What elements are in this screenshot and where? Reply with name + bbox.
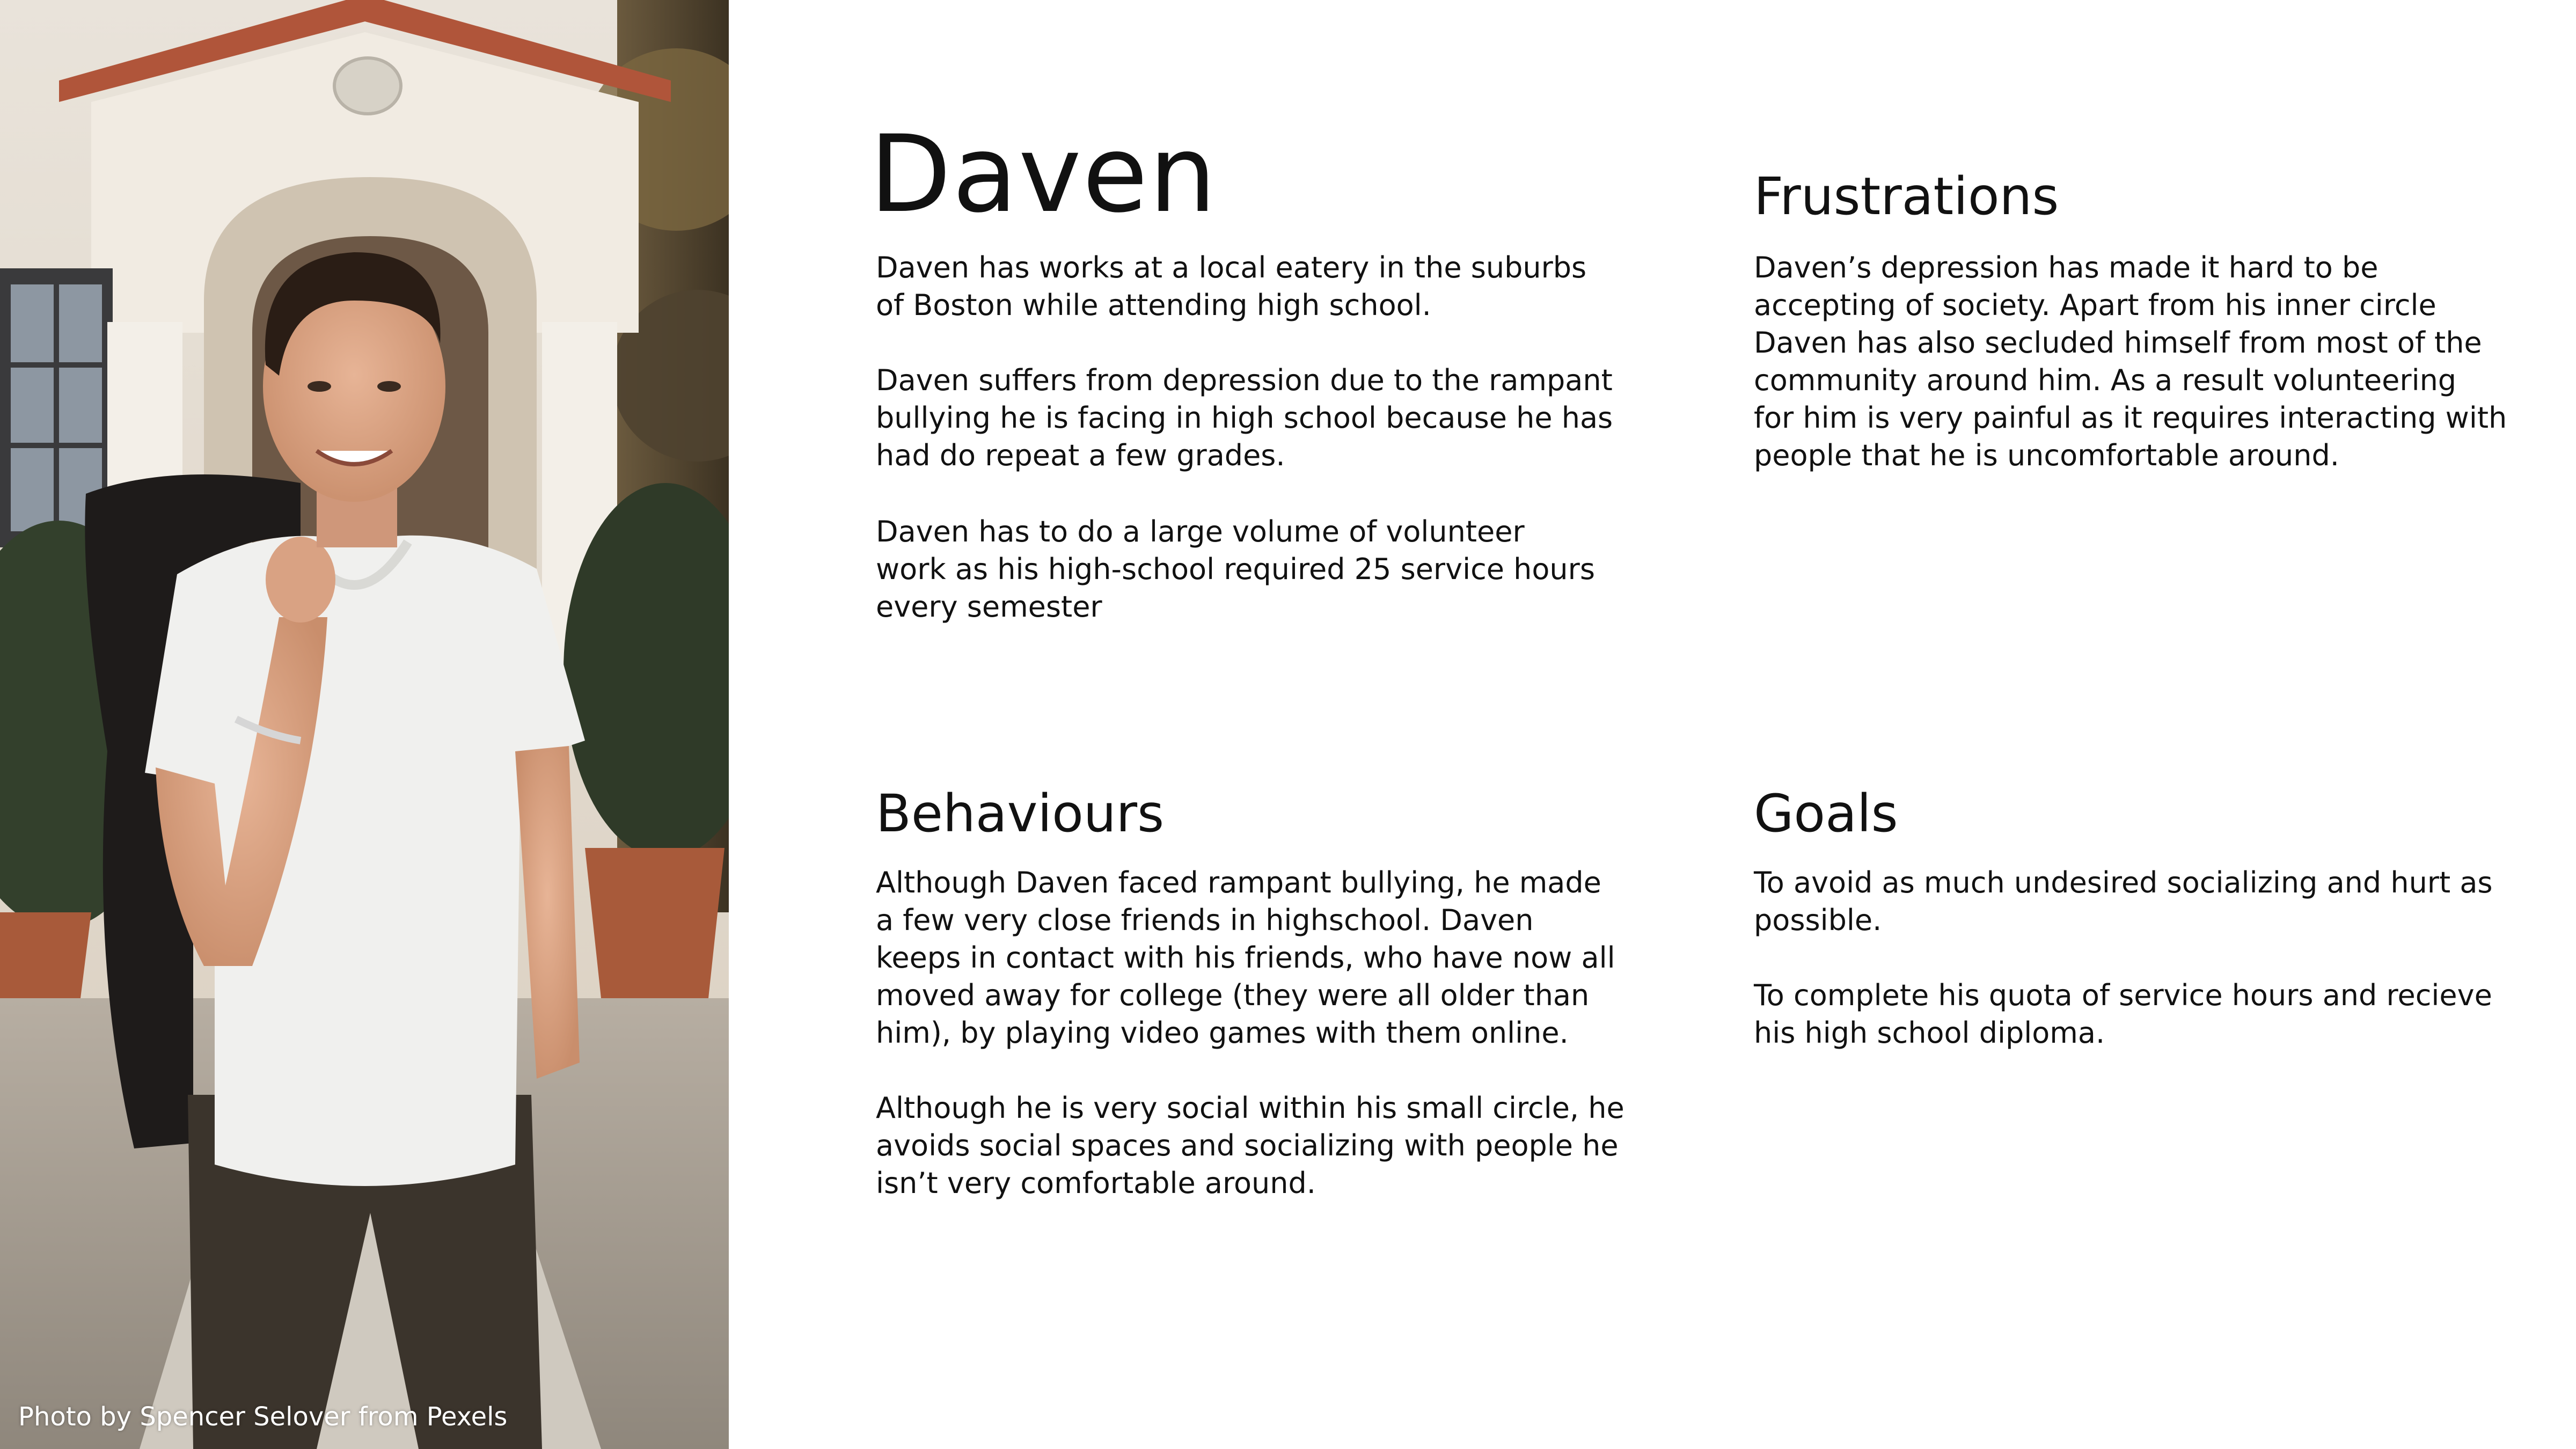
persona-bio-paragraph: Daven suffers from depression due to the rampant bullying he is facing in high school because he has had do repeat a few grades. (876, 363, 1613, 472)
goals-paragraph: To avoid as much undesired socializing and hurt as possible. (1754, 866, 2493, 937)
behaviours-heading: Behaviours (876, 784, 1165, 844)
goals-paragraph: To complete his quota of service hours and recieve his high school diploma. (1754, 978, 2492, 1050)
behaviours-paragraph: Although Daven faced rampant bullying, he made a few very close friends in highschool. Daven keeps in contact with his friends, who have now all moved away for college (they were all older than him), by playing video games with them online. (876, 866, 1615, 1050)
persona-name-title: Daven (869, 112, 1218, 236)
goals-heading: Goals (1754, 784, 1898, 844)
behaviours-paragraph: Although he is very social within his small circle, he avoids social spaces and socializing with people he isn’t very comfortable around. (876, 1091, 1624, 1200)
frustrations-heading: Frustrations (1754, 166, 2059, 226)
photo-credit: Photo by Spencer Selover from Pexels (18, 1402, 508, 1432)
persona-photo (0, 0, 729, 1449)
persona-photo-illustration (0, 0, 729, 1449)
persona-bio-paragraph: Daven has to do a large volume of volunteer work as his high-school required 25 service hours every semester (876, 515, 1595, 624)
frustrations-paragraph: Daven’s depression has made it hard to be accepting of society. Apart from his inner circle Daven has also secluded himself from most of the community around him. As a result volunteering for him is very painful as it requires interacting with people that he is uncomfortable around. (1754, 251, 2507, 472)
persona-bio-paragraph: Daven has works at a local eatery in the suburbs of Boston while attending high school. (876, 251, 1587, 322)
